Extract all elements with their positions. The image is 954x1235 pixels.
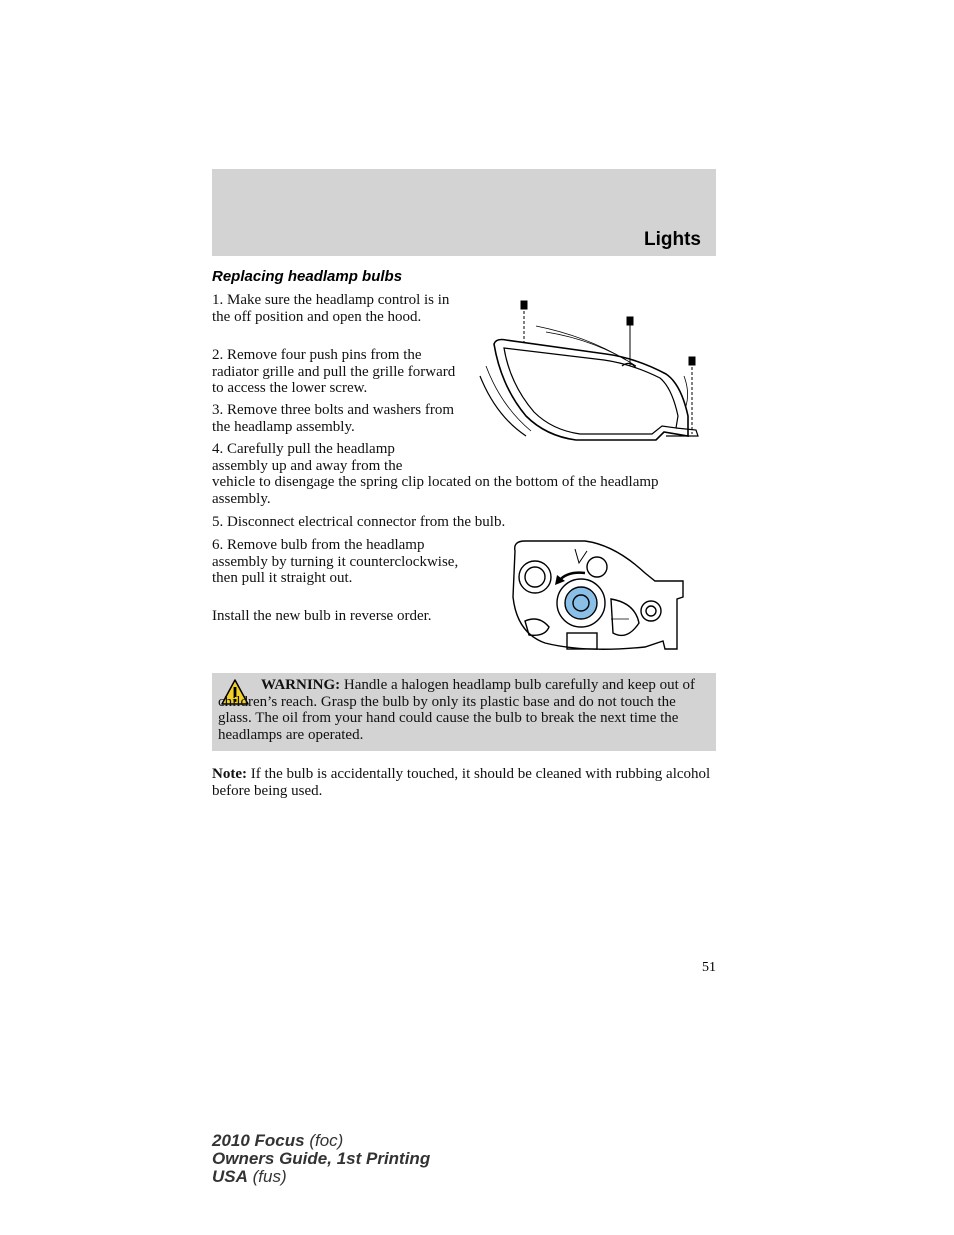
headlamp-bulb-removal-illustration bbox=[505, 537, 689, 655]
footer-line-3: USA (fus) bbox=[212, 1167, 287, 1186]
warning-body: Handle a halogen headlamp bulb carefully and keep out of children’s reach. Grasp the bulb by only its plastic base and do not touch the glass. The oil from your hand could cause the bulb to break the next time the headlamps are operated. bbox=[218, 677, 696, 743]
page-title: Lights bbox=[644, 229, 701, 250]
step-4-rest: vehicle to disengage the spring clip located on the bottom of the headlamp assembly. bbox=[212, 474, 659, 507]
section-heading: Replacing headlamp bulbs bbox=[212, 268, 403, 285]
step-3: 3. Remove three bolts and washers from the headlamp assembly. bbox=[212, 402, 455, 435]
warning-box bbox=[212, 673, 716, 751]
footer bbox=[212, 1132, 430, 1186]
note-body: If the bulb is accidentally touched, it should be cleaned with rubbing alcohol before being used. bbox=[212, 766, 711, 799]
step-6: 6. Remove bulb from the headlamp assembly by turning it counterclockwise, then pull it straight out. bbox=[212, 537, 459, 586]
step-1: 1. Make sure the headlamp control is in the off position and open the hood. bbox=[212, 292, 450, 325]
step-2: 2. Remove four push pins from the radiator grille and pull the grille forward to access the lower screw. bbox=[212, 347, 456, 396]
step-5: 5. Disconnect electrical connector from the bulb. bbox=[212, 514, 506, 530]
note bbox=[212, 766, 716, 799]
warning-text bbox=[218, 677, 708, 743]
warning-label: WARNING: bbox=[261, 677, 341, 693]
step-4 bbox=[212, 441, 716, 507]
page-number: 51 bbox=[702, 960, 716, 975]
install-instruction: Install the new bulb in reverse order. bbox=[212, 608, 432, 624]
step-4-line-1: 4. Carefully pull the headlamp bbox=[212, 441, 395, 457]
section-header-band bbox=[212, 169, 716, 256]
note-label: Note: bbox=[212, 766, 247, 782]
headlamp-bolts-illustration bbox=[476, 296, 702, 446]
step-4-line-2: assembly up and away from the bbox=[212, 457, 403, 474]
footer-line-2: Owners Guide, 1st Printing bbox=[212, 1149, 431, 1168]
footer-line-1: 2010 Focus (foc) bbox=[212, 1131, 344, 1150]
